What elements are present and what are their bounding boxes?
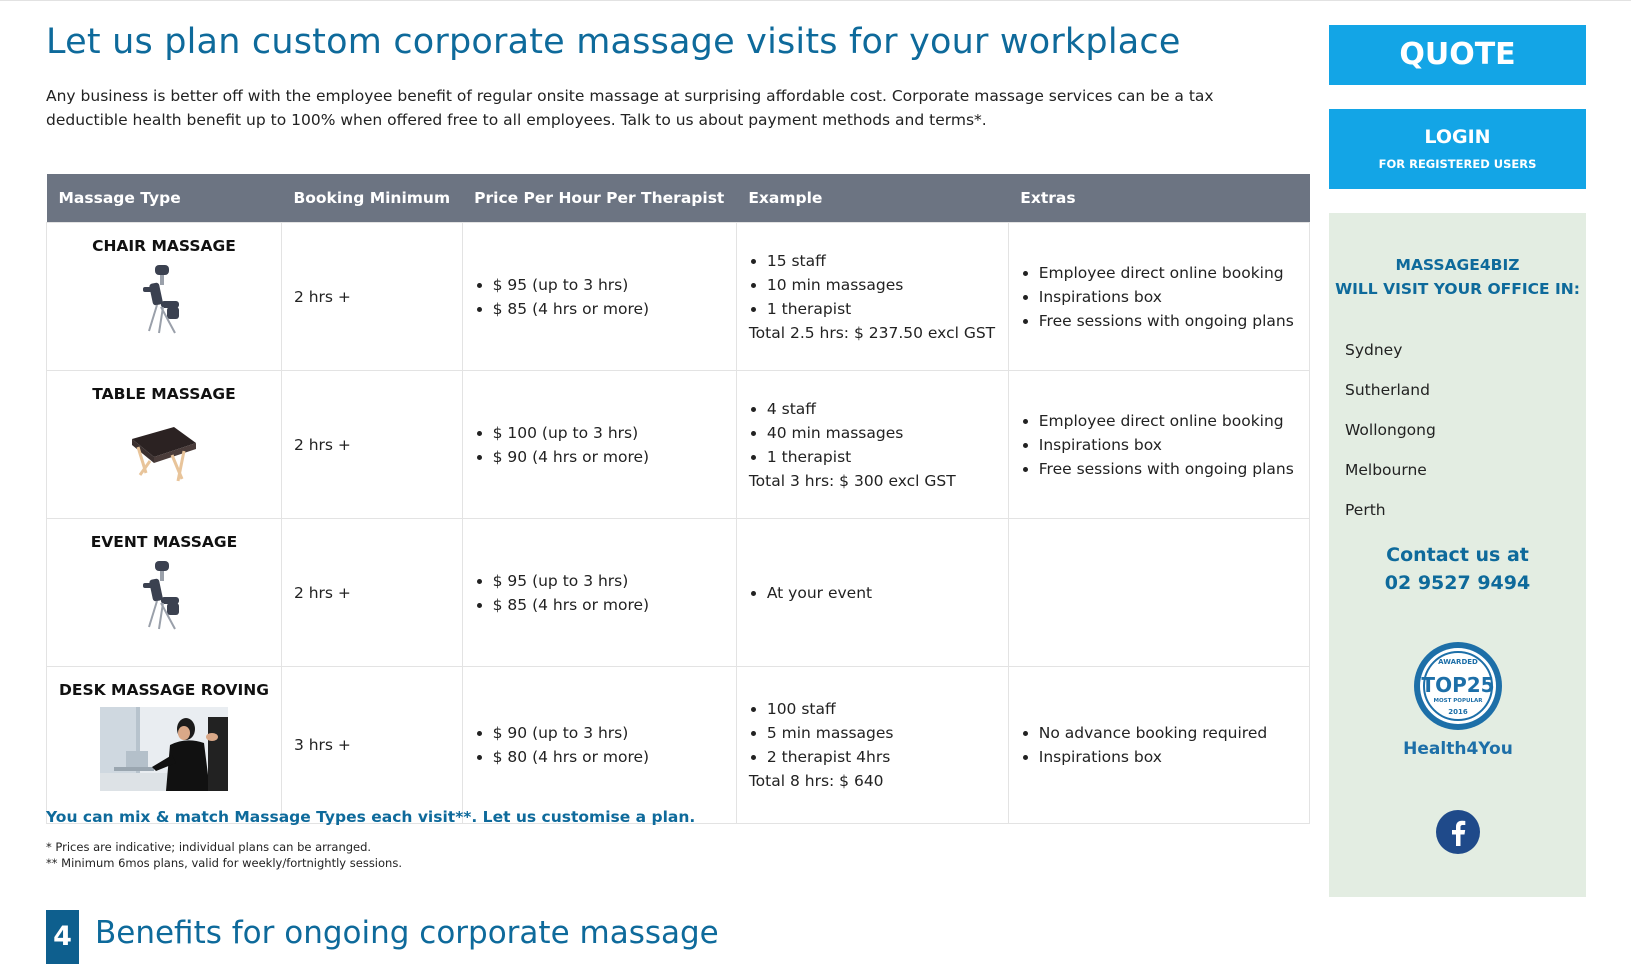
price-cell (462, 371, 736, 519)
col-header-example: Example (736, 174, 1008, 223)
massage-chair-image (139, 263, 189, 335)
booking-minimum: 3 hrs + (281, 667, 462, 824)
price-cell (462, 519, 736, 667)
table-row (47, 519, 1310, 667)
price-item: • $ 100 (up to 3 hrs) (493, 421, 724, 445)
booking-minimum: 2 hrs + (281, 371, 462, 519)
pricing-table (46, 174, 1310, 824)
extras-item: • Employee direct online booking (1039, 409, 1297, 433)
login-sublabel: FOR REGISTERED USERS (1378, 157, 1537, 171)
booking-minimum: 2 hrs + (281, 519, 462, 667)
example-item: • 100 staff (767, 697, 996, 721)
example-total: Total 3 hrs: $ 300 excl GST (748, 471, 956, 490)
example-item: • 1 therapist (767, 445, 996, 469)
quote-button[interactable]: QUOTE (1329, 25, 1586, 85)
massage-type-name: TABLE MASSAGE (92, 385, 236, 403)
col-header-minimum: Booking Minimum (281, 174, 462, 223)
locations-heading-text: WILL VISIT YOUR OFFICE IN: (1335, 280, 1580, 298)
massage-type-name: DESK MASSAGE ROVING (59, 681, 269, 699)
award-year-text: 2016 (1448, 708, 1468, 716)
example-item: • 4 staff (767, 397, 996, 421)
massage-chair-image (139, 559, 189, 631)
city-item: Perth (1345, 501, 1386, 519)
top25-award-badge (1399, 640, 1517, 770)
massage-type-cell (47, 667, 282, 824)
massage-type-name: EVENT MASSAGE (90, 533, 238, 551)
award-sub-text: MOST POPULAR (1433, 698, 1483, 704)
massage-table-image (128, 417, 200, 483)
mix-match-note: You can mix & match Massage Types each visit**. Let us customise a plan. (46, 808, 696, 826)
desk-massage-photo (100, 707, 228, 791)
award-main-text: TOP25 (1421, 673, 1495, 697)
award-top-text: AWARDED (1438, 658, 1478, 666)
extras-cell (1008, 667, 1309, 824)
facebook-icon[interactable] (1436, 810, 1480, 854)
award-brand-text: Health4You (1403, 739, 1513, 759)
example-item: • 5 min massages (767, 721, 996, 745)
city-item: Melbourne (1345, 461, 1427, 479)
price-item: • $ 80 (4 hrs or more) (493, 745, 724, 769)
footnote-minimum: ** Minimum 6mos plans, valid for weekly/fortnightly sessions. (46, 856, 402, 870)
extras-cell (1008, 371, 1309, 519)
extras-item: • Free sessions with ongoing plans (1039, 457, 1297, 481)
price-item: • $ 85 (4 hrs or more) (493, 297, 724, 321)
col-header-extras: Extras (1008, 174, 1309, 223)
page-title: Let us plan custom corporate massage visits for your workplace (46, 22, 1181, 62)
price-item: • $ 90 (up to 3 hrs) (493, 721, 724, 745)
contact-label: Contact us at (1386, 544, 1529, 566)
locations-heading (1329, 253, 1586, 301)
example-cell (736, 519, 1008, 667)
locations-heading-brand: MASSAGE4BIZ (1395, 256, 1520, 274)
city-item: Sutherland (1345, 381, 1430, 399)
extras-item: • Employee direct online booking (1039, 261, 1297, 285)
massage-type-cell (47, 519, 282, 667)
price-item: • $ 85 (4 hrs or more) (493, 593, 724, 617)
extras-cell (1008, 519, 1309, 667)
massage-type-name: CHAIR MASSAGE (92, 237, 236, 255)
price-item: • $ 95 (up to 3 hrs) (493, 569, 724, 593)
login-label: LOGIN (1424, 126, 1491, 148)
example-total: Total 8 hrs: $ 640 (748, 772, 884, 790)
benefits-number-badge: 4 (46, 910, 79, 964)
city-item: Wollongong (1345, 421, 1436, 439)
login-button[interactable] (1329, 109, 1586, 189)
extras-item: • Inspirations box (1039, 745, 1297, 769)
example-cell (736, 667, 1008, 824)
footnote-prices: * Prices are indicative; individual plans can be arranged. (46, 840, 372, 854)
example-item: • 15 staff (767, 249, 996, 273)
table-row (47, 371, 1310, 519)
table-header-row (47, 174, 1310, 223)
price-cell (462, 667, 736, 824)
contact-phone[interactable]: 02 9527 9494 (1384, 572, 1531, 594)
example-item: • 40 min massages (767, 421, 996, 445)
example-item: • 10 min massages (767, 273, 996, 297)
contact-block (1329, 541, 1586, 597)
price-cell (462, 223, 736, 371)
price-item: • $ 95 (up to 3 hrs) (493, 273, 724, 297)
extras-item: • No advance booking required (1039, 721, 1297, 745)
col-header-type: Massage Type (47, 174, 282, 223)
example-item: • 1 therapist (767, 297, 996, 321)
booking-minimum: 2 hrs + (281, 223, 462, 371)
table-row (47, 223, 1310, 371)
benefits-heading: Benefits for ongoing corporate massage (95, 915, 719, 951)
massage-type-cell (47, 371, 282, 519)
extras-cell (1008, 223, 1309, 371)
extras-item: • Free sessions with ongoing plans (1039, 309, 1297, 333)
locations-panel (1329, 213, 1586, 897)
example-cell (736, 371, 1008, 519)
example-item: • 2 therapist 4hrs (767, 745, 996, 769)
massage-type-cell (47, 223, 282, 371)
col-header-price: Price Per Hour Per Therapist (462, 174, 736, 223)
price-item: • $ 90 (4 hrs or more) (493, 445, 724, 469)
extras-item: • Inspirations box (1039, 433, 1297, 457)
extras-item: • Inspirations box (1039, 285, 1297, 309)
intro-paragraph: Any business is better off with the employee benefit of regular onsite massage at surprising affordable cost. Corporate massage services can be a tax deductible health benefit up to 100% when offered free to all employees. Talk to us about payment methods and terms*. (46, 87, 1214, 129)
table-row (47, 667, 1310, 824)
example-total: Total 2.5 hrs: $ 237.50 excl GST (748, 323, 996, 342)
city-item: Sydney (1345, 341, 1403, 359)
example-item: • At your event (767, 581, 996, 605)
top-divider (0, 0, 1631, 1)
example-cell (736, 223, 1008, 371)
